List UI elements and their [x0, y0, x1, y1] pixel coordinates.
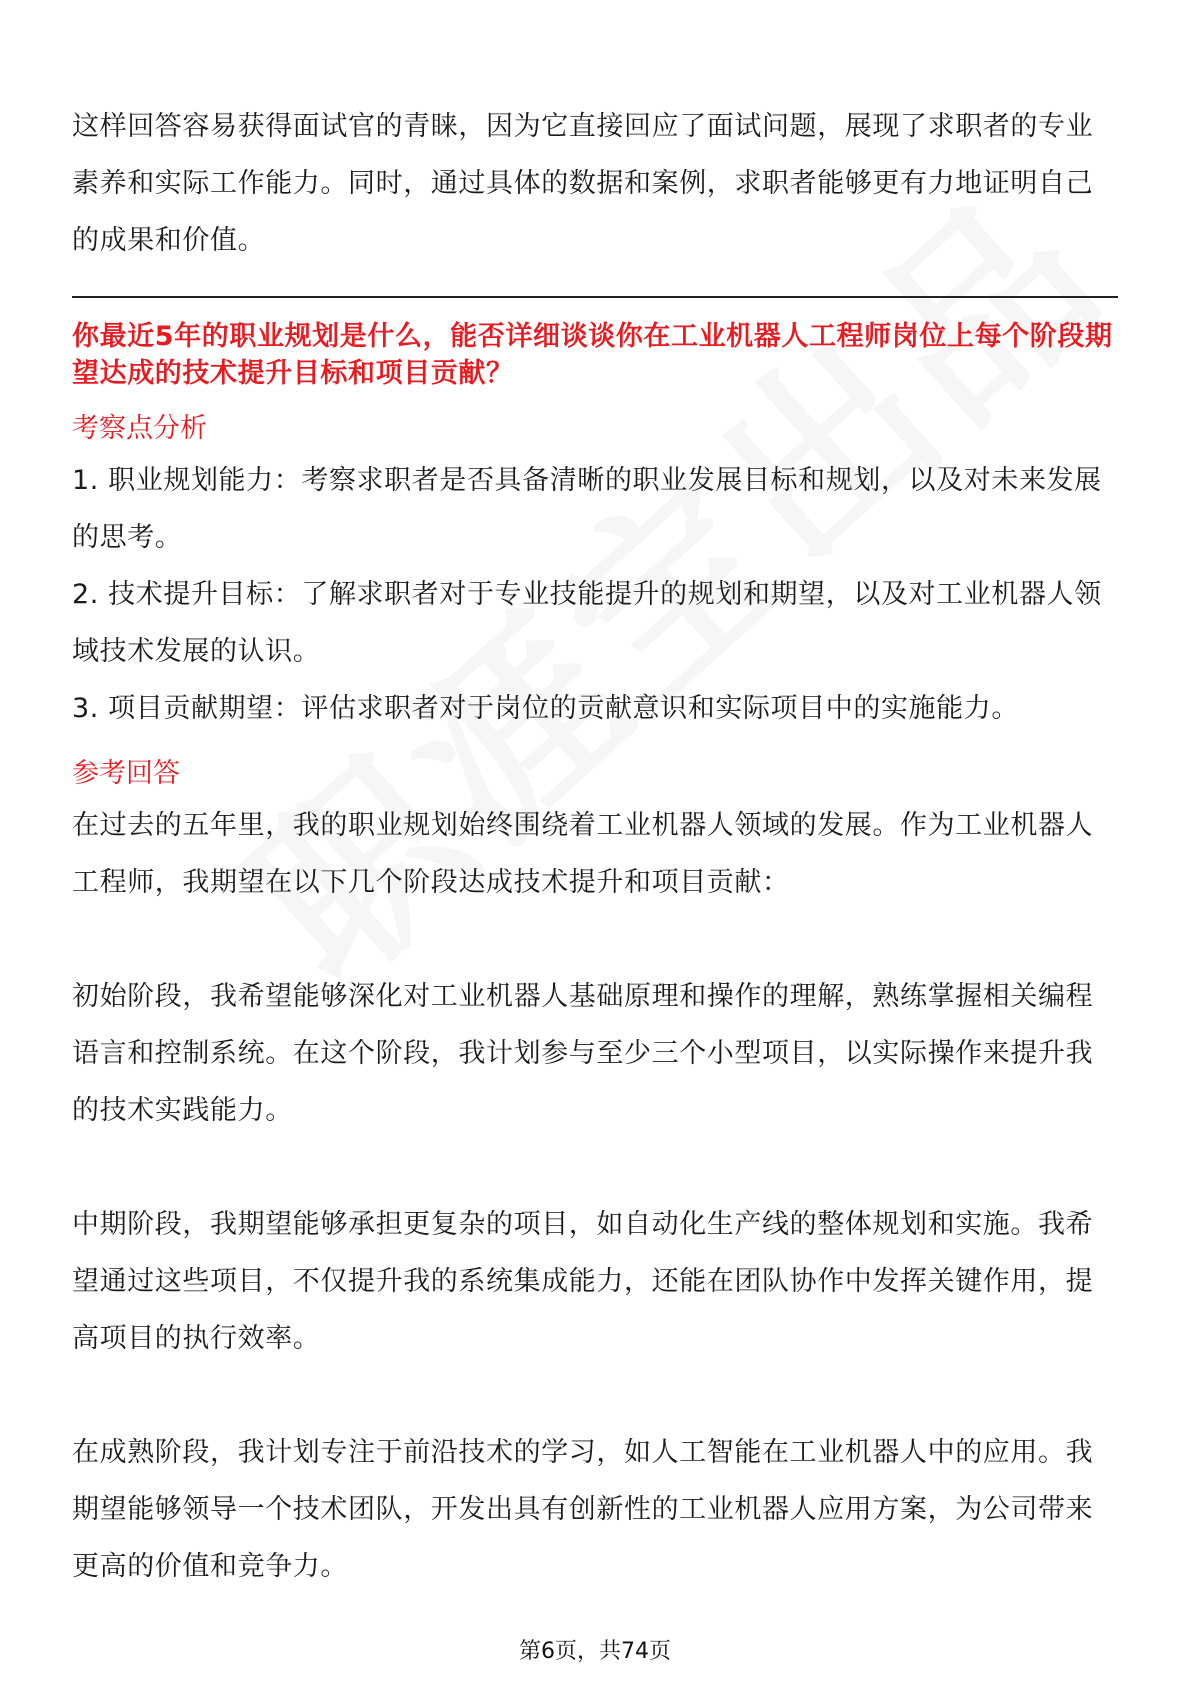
divider [72, 296, 1118, 298]
answer-paragraph: 中期阶段，我期望能够承担更复杂的项目，如自动化生产线的整体规划和实施。我希望通过这些项目，不仅提升我的系统集成能力，还能在团队协作中发挥关键作用，提高项目的执行效率。 [72, 1209, 1094, 1354]
answer-title: 参考回答 [72, 758, 180, 789]
analysis-item: 1. 职业规划能力：考察求职者是否具备清晰的职业发展目标和规划，以及对未来发展的思考。 [72, 465, 1102, 553]
answer-paragraph: 初始阶段，我希望能够深化对工业机器人基础原理和操作的理解，熟练掌握相关编程语言和控制系统。在这个阶段，我计划参与至少三个小型项目，以实际操作来提升我的技术实践能力。 [72, 981, 1094, 1126]
analysis-item: 2. 技术提升目标：了解求职者对于专业技能提升的规划和期望，以及对工业机器人领域技术发展的认识。 [72, 579, 1102, 667]
intro-paragraph: 这样回答容易获得面试官的青睐，因为它直接回应了面试问题，展现了求职者的专业素养和实际工作能力。同时，通过具体的数据和案例，求职者能够更有力地证明自己的成果和价值。 [72, 111, 1094, 256]
answer-paragraph: 在过去的五年里，我的职业规划始终围绕着工业机器人领域的发展。作为工业机器人工程师，我期望在以下几个阶段达成技术提升和项目贡献： [72, 810, 1094, 898]
analysis-item: 3. 项目贡献期望：评估求职者对于岗位的贡献意识和实际项目中的实施能力。 [72, 693, 1019, 724]
question-heading: 你最近5年的职业规划是什么，能否详细谈谈你在工业机器人工程师岗位上每个阶段期望达成的技术提升目标和项目贡献？ [72, 321, 1113, 389]
answer-paragraph: 在成熟阶段，我计划专注于前沿技术的学习，如人工智能在工业机器人中的应用。我期望能够领导一个技术团队，开发出具有创新性的工业机器人应用方案，为公司带来更高的价值和竞争力。 [72, 1437, 1094, 1582]
page-number: 第6页，共74页 [519, 1639, 671, 1664]
page-content [72, 98, 1118, 1595]
analysis-title: 考察点分析 [72, 413, 207, 444]
